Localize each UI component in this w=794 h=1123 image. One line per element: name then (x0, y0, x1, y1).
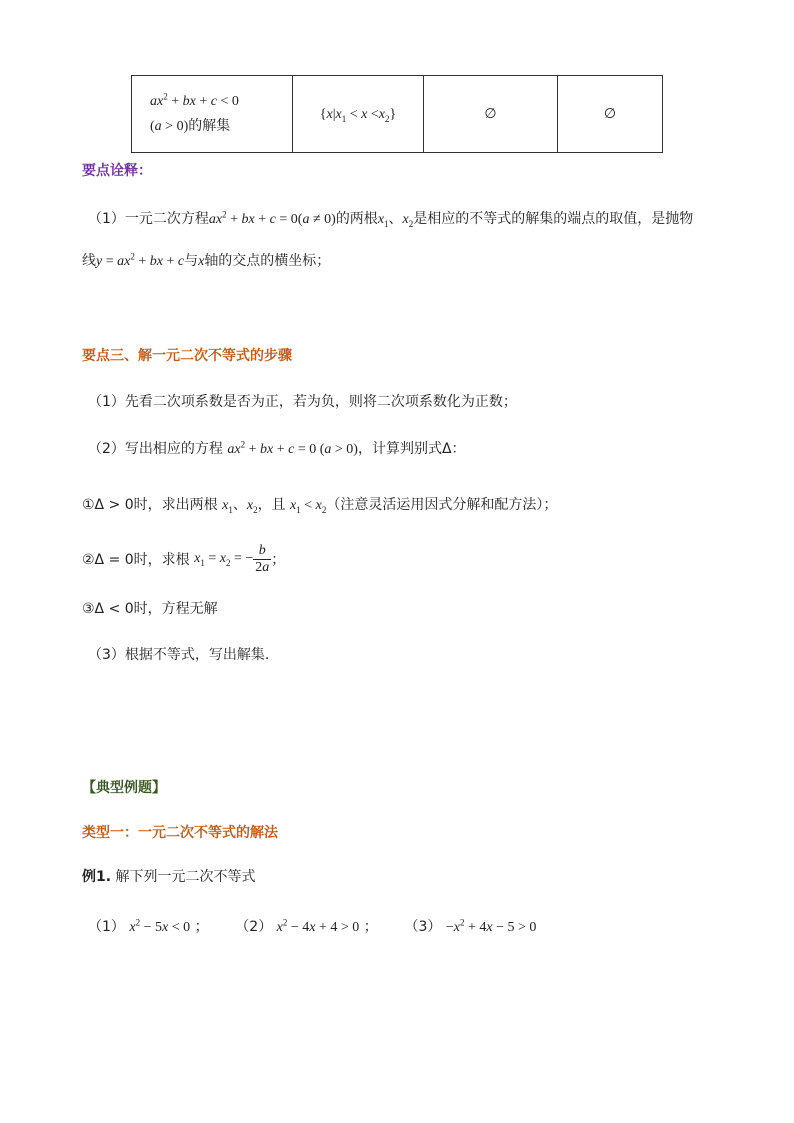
solution-set-table (131, 75, 663, 153)
case-1: ①Δ > 0时，求出两根 $x_1$、$x_2$，且 $x_1 < x_2$（注意灵活运用因式分解和配方法）； (82, 497, 558, 515)
solution-set-label: 的解集 (188, 117, 231, 134)
empty-set-symbol: ∅ (484, 106, 497, 122)
table-cell-empty-set (558, 76, 663, 153)
step-1: （1）先看二次项系数是否为正，若为负，则将二次项系数化为正数； (88, 394, 517, 410)
paragraph-line: 线$y = ax^2$ + bx + c与x轴的交点的横坐标； (82, 251, 331, 269)
empty-set-symbol: ∅ (603, 106, 617, 122)
table-row (132, 76, 663, 153)
case-2: ②Δ = 0时，求根 $x_1 = x_2$ = − $\frac{b}{2a}$ ； (82, 543, 286, 575)
section-heading-examples: 【典型例题】 (82, 780, 166, 796)
table-cell-empty-set (424, 76, 558, 153)
section-heading-type-1: 类型一：一元二次不等式的解法 (82, 825, 278, 841)
step-3: （3）根据不等式，写出解集. (88, 647, 270, 663)
table-cell-interval: $\{x|x_1 < x <x_2\}$ (293, 76, 424, 153)
example-label: 例1. (82, 869, 112, 885)
section-heading-yaodian-quanshi: 要点诠释： (82, 163, 152, 179)
step-2: （2）写出相应的方程 $ax^2$ + bx + c = 0 (a > 0)，计算判别式Δ： (88, 439, 466, 457)
section-heading-yaodian-san: 要点三、解一元二次不等式的步骤 (82, 348, 292, 364)
table-cell-inequality: $ax^2$ + bx + c < 0 (a > 0)的解集 (132, 76, 293, 153)
case-3: ③Δ < 0时，方程无解 (82, 601, 218, 617)
example-1-questions: （1） $x^2 - 5x < 0$ ； （2） $x^2 - 4x + 4 > 0$ ； $(3) -x^2 + 4x - 5 > 0$ (88, 917, 537, 935)
paragraph-line: （1）一元二次方程$ax^2$ + bx + c = 0(a ≠ 0)的两根$x_1$、$x_2$是相应的不等式的解集的端点的取值，是抛物 (88, 209, 694, 229)
example-1: 例1. 解下列一元二次不等式 (82, 869, 256, 885)
fraction-b-over-2a: $\frac{b}{2a}$ (255, 543, 270, 575)
